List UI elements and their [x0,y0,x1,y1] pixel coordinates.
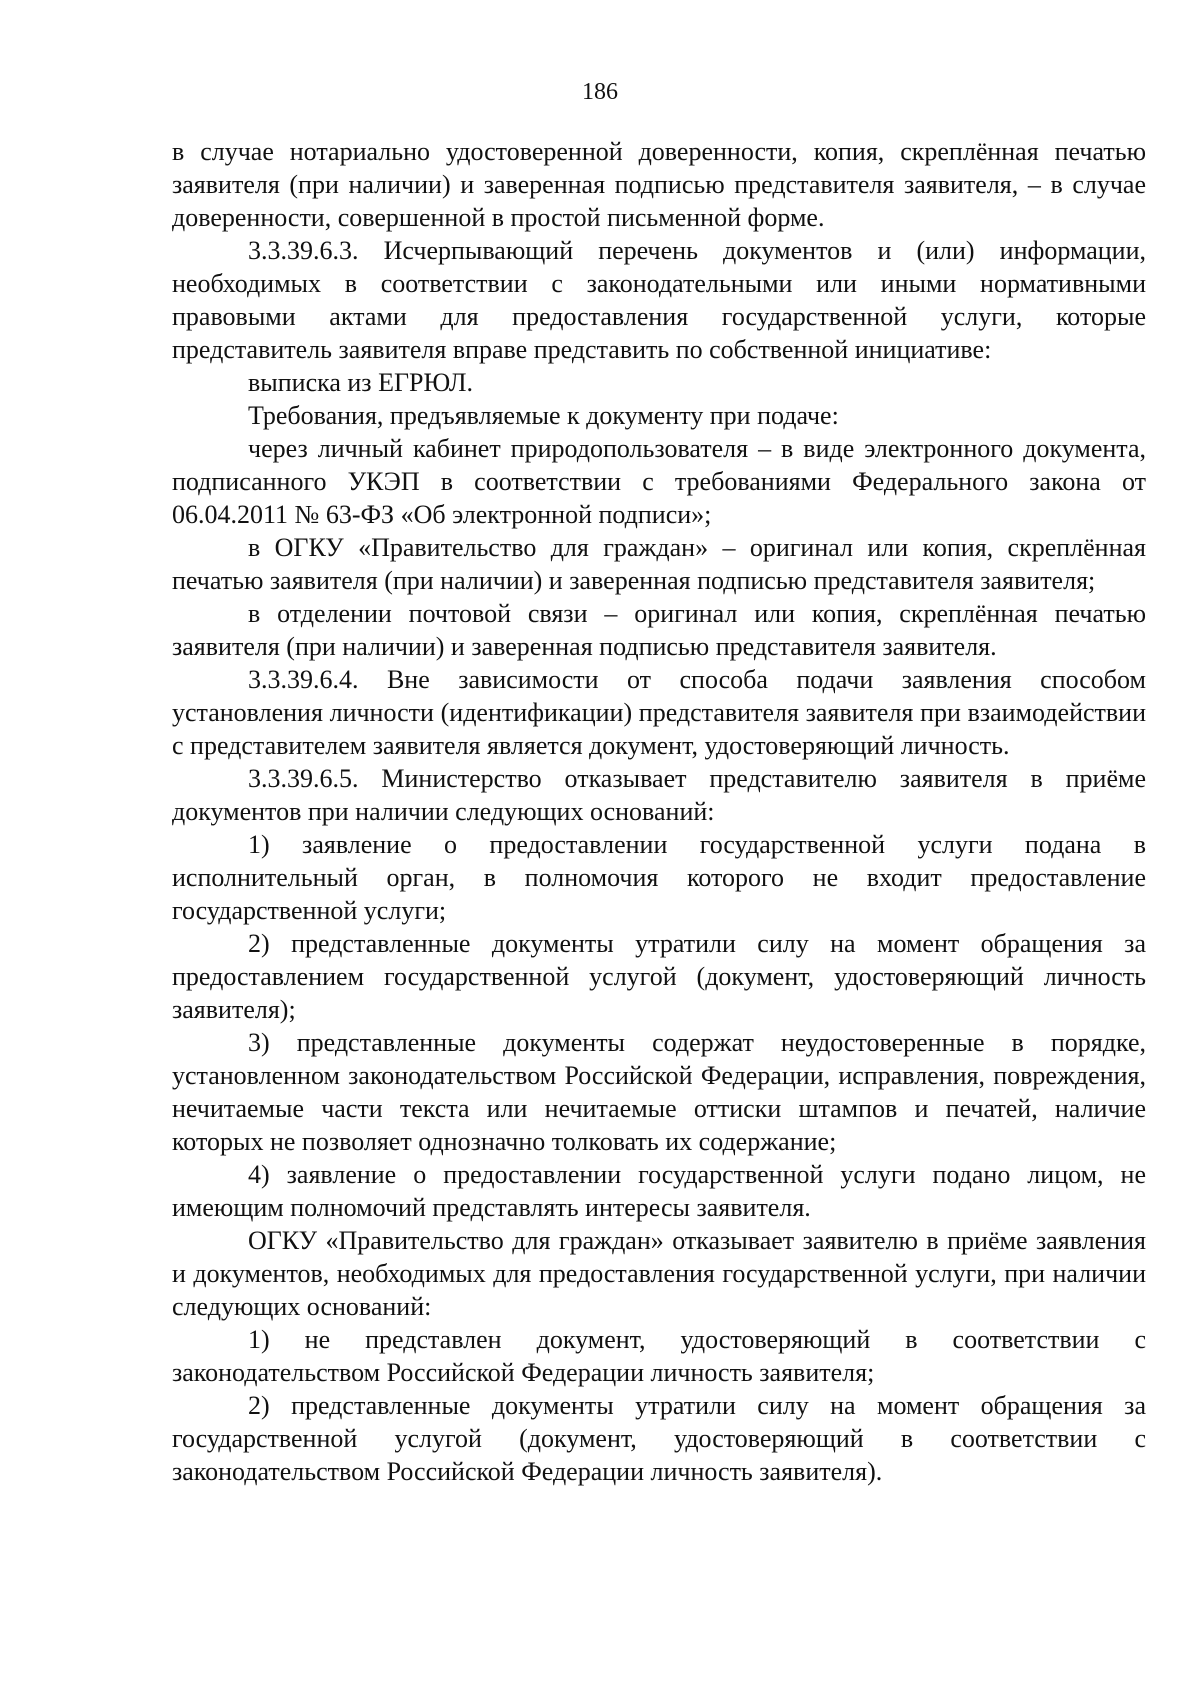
list-item: 2) представленные документы утратили силу на момент обращения за государственной услугой (документ, удостоверяющий в соответствии с законодательством Российской Федерации личность заявителя). [172,1391,1146,1486]
document-body [172,135,1146,1488]
list-item: 3) представленные документы содержат неудостоверенные в порядке, установленном законодательством Российской Федерации, исправления, повреждения, нечитаемые части текста или нечитаемые оттиски штампов и печатей, наличие которых не позволяет однозначно толковать их содержание; [172,1028,1146,1156]
paragraph: в ОГКУ «Правительство для граждан» – оригинал или копия, скреплённая печатью заявителя (при наличии) и заверенная подписью представителя заявителя; [172,533,1146,595]
paragraph: выписка из ЕГРЮЛ. [248,368,474,397]
list-item: 1) заявление о предоставлении государственной услуги подана в исполнительный орган, в полномочия которого не входит предоставление государственной услуги; [172,830,1146,925]
paragraph: 3.3.39.6.3. Исчерпывающий перечень документов и (или) информации, необходимых в соответствии с законодательными или иными нормативными правовыми актами для предоставления государственной услуги, которые представитель заявителя вправе представить по собственной инициативе: [172,236,1146,364]
paragraph: в отделении почтовой связи – оригинал или копия, скреплённая печатью заявителя (при наличии) и заверенная подписью представителя заявителя. [172,599,1146,661]
list-item: 4) заявление о предоставлении государственной услуги подано лицом, не имеющим полномочий представлять интересы заявителя. [172,1160,1146,1222]
list-item: 2) представленные документы утратили силу на момент обращения за предоставлением государственной услугой (документ, удостоверяющий личность заявителя); [172,929,1146,1024]
paragraph: ОГКУ «Правительство для граждан» отказывает заявителю в приёме заявления и документов, необходимых для предоставления государственной услуги, при наличии следующих оснований: [172,1226,1146,1321]
paragraph: Требования, предъявляемые к документу при подаче: [248,401,839,430]
paragraph: 3.3.39.6.5. Министерство отказывает представителю заявителя в приёме документов при наличии следующих оснований: [172,764,1146,826]
list-item: 1) не представлен документ, удостоверяющий в соответствии с законодательством Российской Федерации личность заявителя; [172,1325,1146,1387]
paragraph: в случае нотариально удостоверенной доверенности, копия, скреплённая печатью заявителя (при наличии) и заверенная подписью представителя заявителя, – в случае доверенности, совершенной в простой письменной форме. [172,137,1146,232]
page-number: 186 [582,79,618,105]
paragraph: 3.3.39.6.4. Вне зависимости от способа подачи заявления способом установления личности (идентификации) представителя заявителя при взаимодействии с представителем заявителя является документ, удостоверяющий личность. [172,665,1146,760]
paragraph: через личный кабинет природопользователя – в виде электронного документа, подписанного УКЭП в соответствии с требованиями Федерального закона от 06.04.2011 № 63-ФЗ «Об электронной подписи»; [172,434,1146,529]
